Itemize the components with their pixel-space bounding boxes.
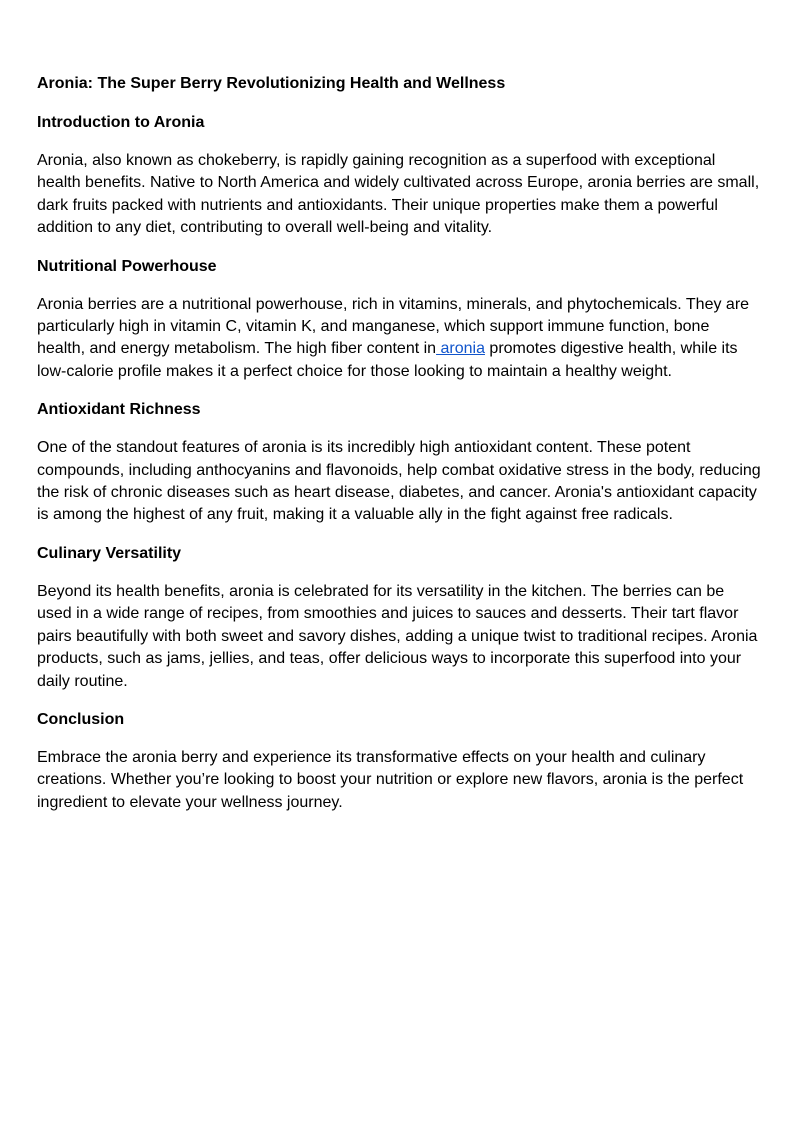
section-heading-conclusion: Conclusion xyxy=(37,710,125,728)
section-body-introduction: Aronia, also known as chokeberry, is rapidly gaining recognition as a superfood with exceptional health benefits. Native to North America and widely cultivated across Europe, aronia berries are small, dark fruits packed with nutrients and antioxidants. Their unique properties make them a powerful addition to any diet, contributing to overall well-being and vitality. xyxy=(37,152,760,237)
body-text-before-link: Aronia berries are a nutritional powerhouse, rich in vitamins, minerals, and phytochemicals. They are particularly high in vitamin C, vitamin K, and manganese, which support immune function, bone health, and energy metabolism. The high fiber content in xyxy=(37,295,750,358)
aronia-link[interactable]: aronia xyxy=(436,340,485,358)
section-heading-culinary-versatility: Culinary Versatility xyxy=(37,544,182,562)
section-body-conclusion: Embrace the aronia berry and experience its transformative effects on your health and culinary creations. Whether you’re looking to boost your nutrition or explore new flavors, aronia is the perfect ingredient to elevate your wellness journey. xyxy=(37,748,744,811)
section-heading-introduction: Introduction to Aronia xyxy=(37,114,205,131)
body-text-after-link: promotes digestive health, while its low-calorie profile makes it a perfect choice for those looking to maintain a healthy weight. xyxy=(37,340,738,380)
section-body-nutritional-powerhouse xyxy=(37,294,761,384)
section-heading-nutritional-powerhouse: Nutritional Powerhouse xyxy=(37,257,217,275)
document-page xyxy=(37,73,761,830)
section-body-antioxidant-richness: One of the standout features of aronia is its incredibly high antioxidant content. These potent compounds, including anthocyanins and flavonoids, help combat oxidative stress in the body, reducing the risk of chronic diseases such as heart disease, diabetes, and cancer. Aronia's antioxidant capacity is among the highest of any fruit, making it a valuable ally in the fight against free radicals. xyxy=(37,439,761,524)
section-heading-antioxidant-richness: Antioxidant Richness xyxy=(37,401,201,419)
section-body-culinary-versatility: Beyond its health benefits, aronia is celebrated for its versatility in the kitchen. The berries can be used in a wide range of recipes, from smoothies and juices to sauces and desserts. Their tart flavor pairs beautifully with both sweet and savory dishes, adding a unique twist to traditional recipes. Aronia products, such as jams, jellies, and teas, offer delicious ways to incorporate this superfood into your daily routine. xyxy=(37,582,758,690)
document-title: Aronia: The Super Berry Revolutionizing Health and Wellness xyxy=(37,75,506,92)
